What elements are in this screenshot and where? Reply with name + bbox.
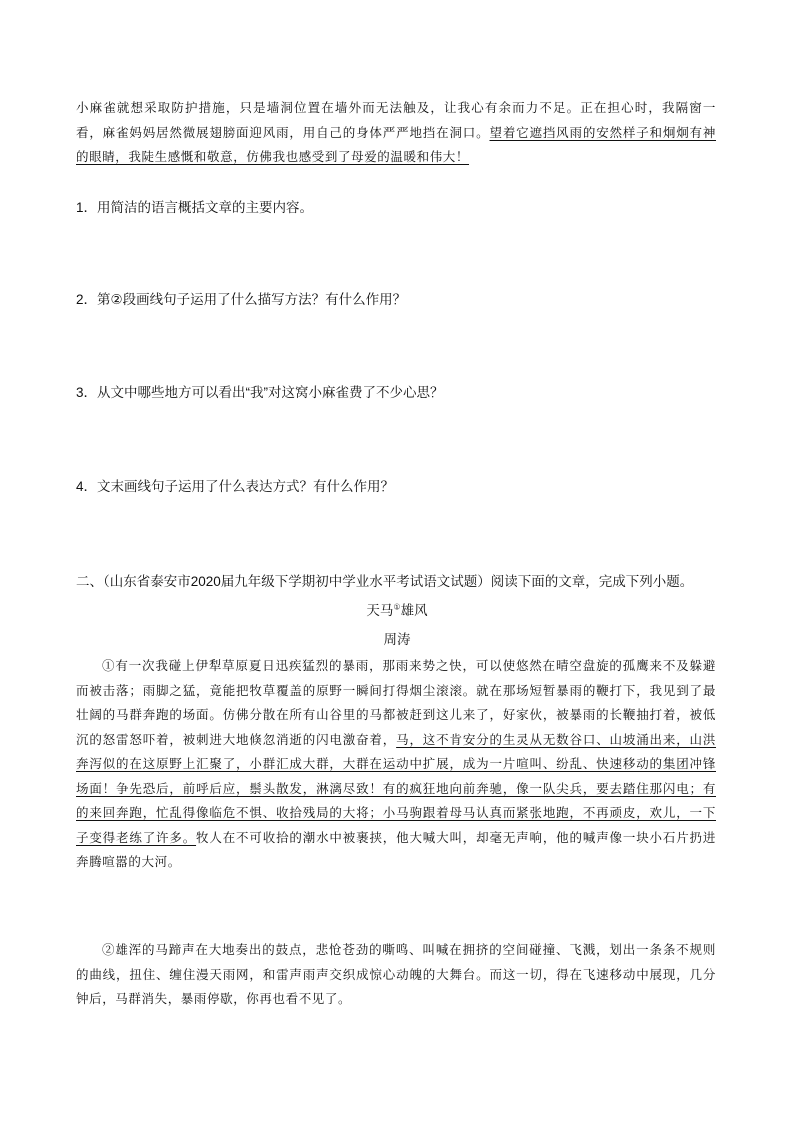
question-1: 1．用简洁的语言概括文章的主要内容。 <box>76 200 314 215</box>
title-footnote-mark: ① <box>393 602 401 612</box>
p1-text-a: ①有一次我碰上伊犁草原夏日迅疾猛烈的暴雨，那雨来势之快，可以使悠然在晴空盘旋的孤鹰来不及躲避而被击落；雨脚之猛，竟能把牧草覆盖的原野一瞬间打得烟尘滚滚。就在那场短暂暴雨的鞭打下，我见到了最壮阔的马群奔跑的场面。仿佛分散在所有山谷里的马都被赶到这儿来了，好家伙，被暴雨的长鞭抽打着，被低沉的怒雷怒吓着，被刺进大地倏忽消逝的闪电激奋着， <box>76 658 716 747</box>
title-pre: 天马 <box>366 603 394 618</box>
section-heading: 二、（山东省泰安市2020届九年级下学期初中学业水平考试语文试题）阅读下面的文章，完成下列小题。 <box>76 574 694 589</box>
question-3: 3．从文中哪些地方可以看出“我”对这窝小麻雀费了不少心思？ <box>76 385 444 400</box>
intro-underlined-sentence: 望着它遮挡风雨的安然样子和炯炯有神的眼睛，我陡生感慨和敬意，仿佛我也感受到了母爱的温暖和伟大！ <box>76 124 716 164</box>
intro-paragraph <box>76 96 716 170</box>
article-paragraph-2: ②雄浑的马蹄声在大地奏出的鼓点，悲怆苍劲的嘶鸣、叫喊在拥挤的空间碰撞、飞溅，划出一条条不规则的曲线，扭住、缠住漫天雨网，和雷声雨声交织成惊心动魄的大舞台。而这一切，得在飞速移动中展现，几分钟后，马群消失，暴雨停歇，你再也看不见了。 <box>76 942 716 1006</box>
article-title <box>0 599 794 619</box>
question-2: 2．第②段画线句子运用了什么描写方法？有什么作用？ <box>76 292 407 307</box>
p1-text-c: 牧人在不可收拾的潮水中被裹挟，他大喊大叫，却毫无声响，他的喊声像一块小石片扔进奔腾喧嚣的大河。 <box>76 829 716 869</box>
question-4: 4．文末画线句子运用了什么表达方式？有什么作用？ <box>76 479 395 494</box>
title-post: 雄风 <box>400 603 428 618</box>
article-author: 周涛 <box>383 632 411 647</box>
article-paragraph-1 <box>76 654 716 875</box>
p1-underlined-sentence: 马，这不肯安分的生灵从无数谷口、山坡涌出来，山洪奔泻似的在这原野上汇聚了，小群汇成大群，大群在运动中扩展，成为一片喧叫、纷乱、快速移动的集团冲锋场面！争先恐后，前呼后应，鬃头散发，淋漓尽致！有的疯狂地向前奔驰，像一队尖兵，要去踏住那闪电；有的来回奔跑，忙乱得像临危不惧、收拾残局的大将；小马驹跟着母马认真而紧张地跑，不再顽皮，欢儿，一下子变得老练了许多。 <box>76 731 717 845</box>
intro-text: 小麻雀就想采取防护措施，只是墙洞位置在墙外而无法触及，让我心有余而力不足。正在担心时，我隔窗一看，麻雀妈妈居然微展翅膀面迎风雨，用自己的身体严严地挡在洞口。 <box>76 100 716 140</box>
